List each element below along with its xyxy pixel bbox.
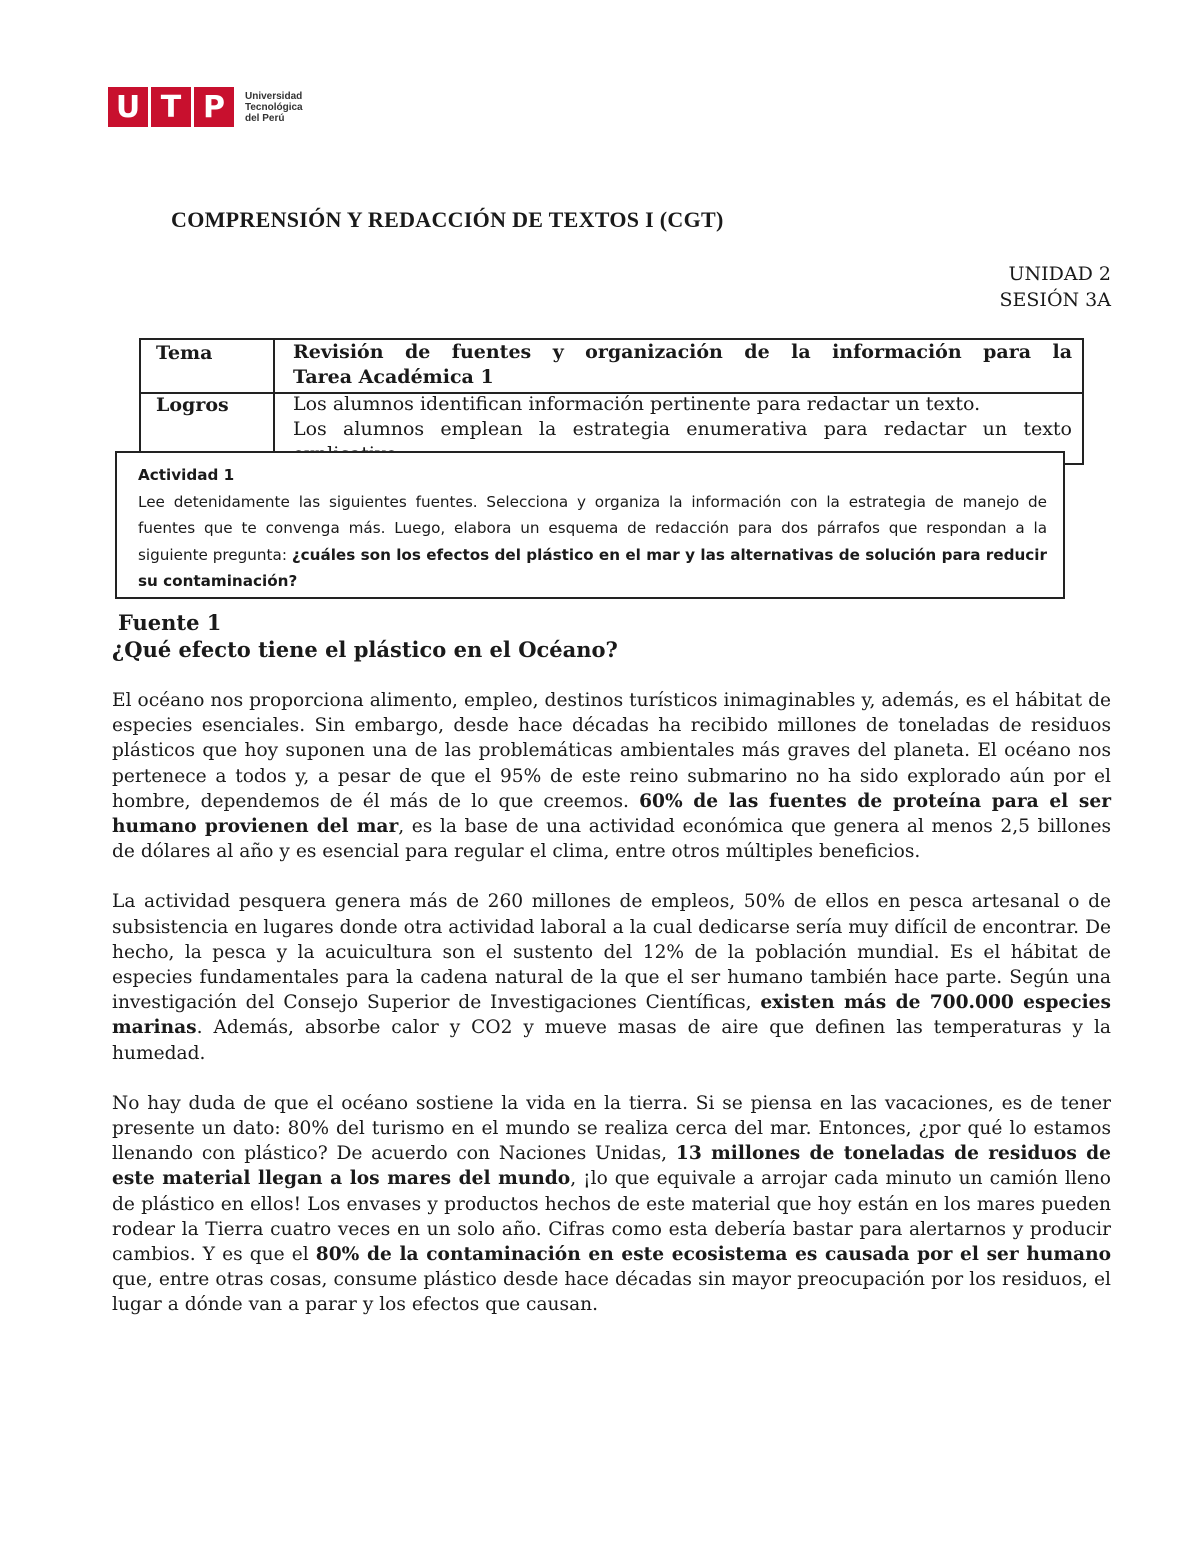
paragraph-2-text-b: . Además, absorbe calor y CO2 y mueve masas de aire que definen las temperaturas y la humedad. [112, 1017, 1111, 1064]
source-question: ¿Qué efecto tiene el plástico en el Océano? [112, 637, 618, 662]
logo-letter-u: U [108, 87, 148, 127]
tema-value [277, 340, 1082, 390]
paragraph-2-highlight: existen más de 700.000 especies marinas [112, 992, 1111, 1039]
unit-session-block [1000, 261, 1111, 313]
paragraph-3 [112, 1091, 1111, 1318]
paragraph-1-text-a: El océano nos proporciona alimento, empleo, destinos turísticos inimaginables y, además, es el hábitat de especies esenciales. Sin embargo, desde hace décadas ha recibido millones de toneladas de residuos plásticos que hoy suponen una de las problemáticas ambientales más graves del planeta. El océano nos pertenece a todos y, a pesar de que el 95% de este reino submarino no ha sido explorado aún por el hombre, dependemos de él más de lo que creemos. [112, 690, 1111, 812]
source-title: Fuente 1 [118, 610, 222, 635]
paragraph-3-text-a: No hay duda de que el océano sostiene la vida en la tierra. Si se piensa en las vacaciones, es de tener presente un dato: 80% del turismo en el mundo se realiza cerca del mar. Entonces, ¿por qué lo estamos llenando con plástico? De acuerdo con Naciones Unidas, [112, 1092, 1111, 1165]
paragraph-3-text-b: , ¡lo que equivale a arrojar cada minuto un camión lleno de plástico en ellos! Los envases y productos hechos de este material que hoy están en los mares pueden rodear la Tierra cuatro veces en un solo año. Cifras como esta debería bastar para alertarnos y producir cambios. Y es que el [112, 1168, 1111, 1266]
tema-line-1: Revisión de fuentes y organización de la información para la [293, 341, 1072, 363]
logo-line-2: Tecnológica [245, 101, 303, 113]
paragraph-3-text-c: que, entre otras cosas, consume plástico desde hace décadas sin mayor preocupación por los residuos, el lugar a dónde van a parar y los efectos que causan. [112, 1269, 1111, 1316]
unit-label: UNIDAD 2 [1008, 263, 1111, 285]
logo-letter-p: P [194, 87, 234, 127]
activity-text: Lee detenidamente las siguientes fuentes. Selecciona y organiza la información con la estrategia de manejo de fuentes que te convenga más. Luego, elabora un esquema de redacción para dos párrafos que respondan a la siguiente pregunta: [138, 492, 1047, 564]
paragraph-1-highlight: 60% de las fuentes de proteína para el ser humano provienen del mar [112, 790, 1111, 838]
paragraph-3-highlight-1: 13 millones de toneladas de residuos de este material llegan a los mares del mundo [112, 1143, 1111, 1190]
course-title: COMPRENSIÓN Y REDACCIÓN DE TEXTOS I (CGT) [171, 207, 724, 232]
logo-line-3: del Perú [245, 112, 285, 124]
source-1-section [112, 609, 1111, 1318]
paragraph-2-text-a: La actividad pesquera genera más de 260 millones de empleos, 50% de ellos en pesca artesanal o de subsistencia en lugares donde otra actividad laboral a la cual dedicarse sería muy difícil de encontrar. De hecho, la pesca y la acuicultura son el sustento del 12% de la población mundial. Es el hábitat de especies fundamentales para la cadena natural de la que el ser humano también hace parte. Según una investigación del Consejo Superior de Investigaciones Científicas, [112, 891, 1111, 1014]
activity-instructions [138, 489, 1047, 595]
logros-line-1: Los alumnos identifican información pertinente para redactar un texto. [293, 393, 981, 415]
paragraph-1-text-b: , es la base de una actividad económica que genera al menos 2,5 billones de dólares al año y es esencial para regular el clima, entre otros múltiples beneficios. [112, 816, 1111, 863]
activity-box [115, 451, 1065, 599]
logo-university-name [245, 91, 303, 124]
paragraph-3-highlight-2: 80% de la contaminación en este ecosistema es causada por el ser humano [315, 1244, 1111, 1266]
paragraph-2 [112, 889, 1111, 1065]
logo-letter-t: T [151, 87, 191, 127]
logo-line-1: Universidad [245, 90, 303, 102]
paragraph-1 [112, 688, 1111, 864]
session-info-table [139, 338, 1084, 465]
logros-line-2: Los alumnos emplean la estrategia enumerativa para redactar un texto [293, 418, 1072, 440]
utp-logo [108, 87, 303, 127]
session-label: SESIÓN 3A [999, 289, 1111, 311]
tema-label: Tema [141, 340, 275, 392]
activity-title: Actividad 1 [138, 466, 235, 484]
logros-label: Logros [141, 392, 275, 465]
activity-question: ¿cuáles son los efectos del plástico en el mar y las alternativas de solución para reducir su contaminación? [138, 545, 1047, 590]
tema-line-2: Tarea Académica 1 [293, 366, 494, 388]
table-row-tema [141, 340, 1082, 394]
